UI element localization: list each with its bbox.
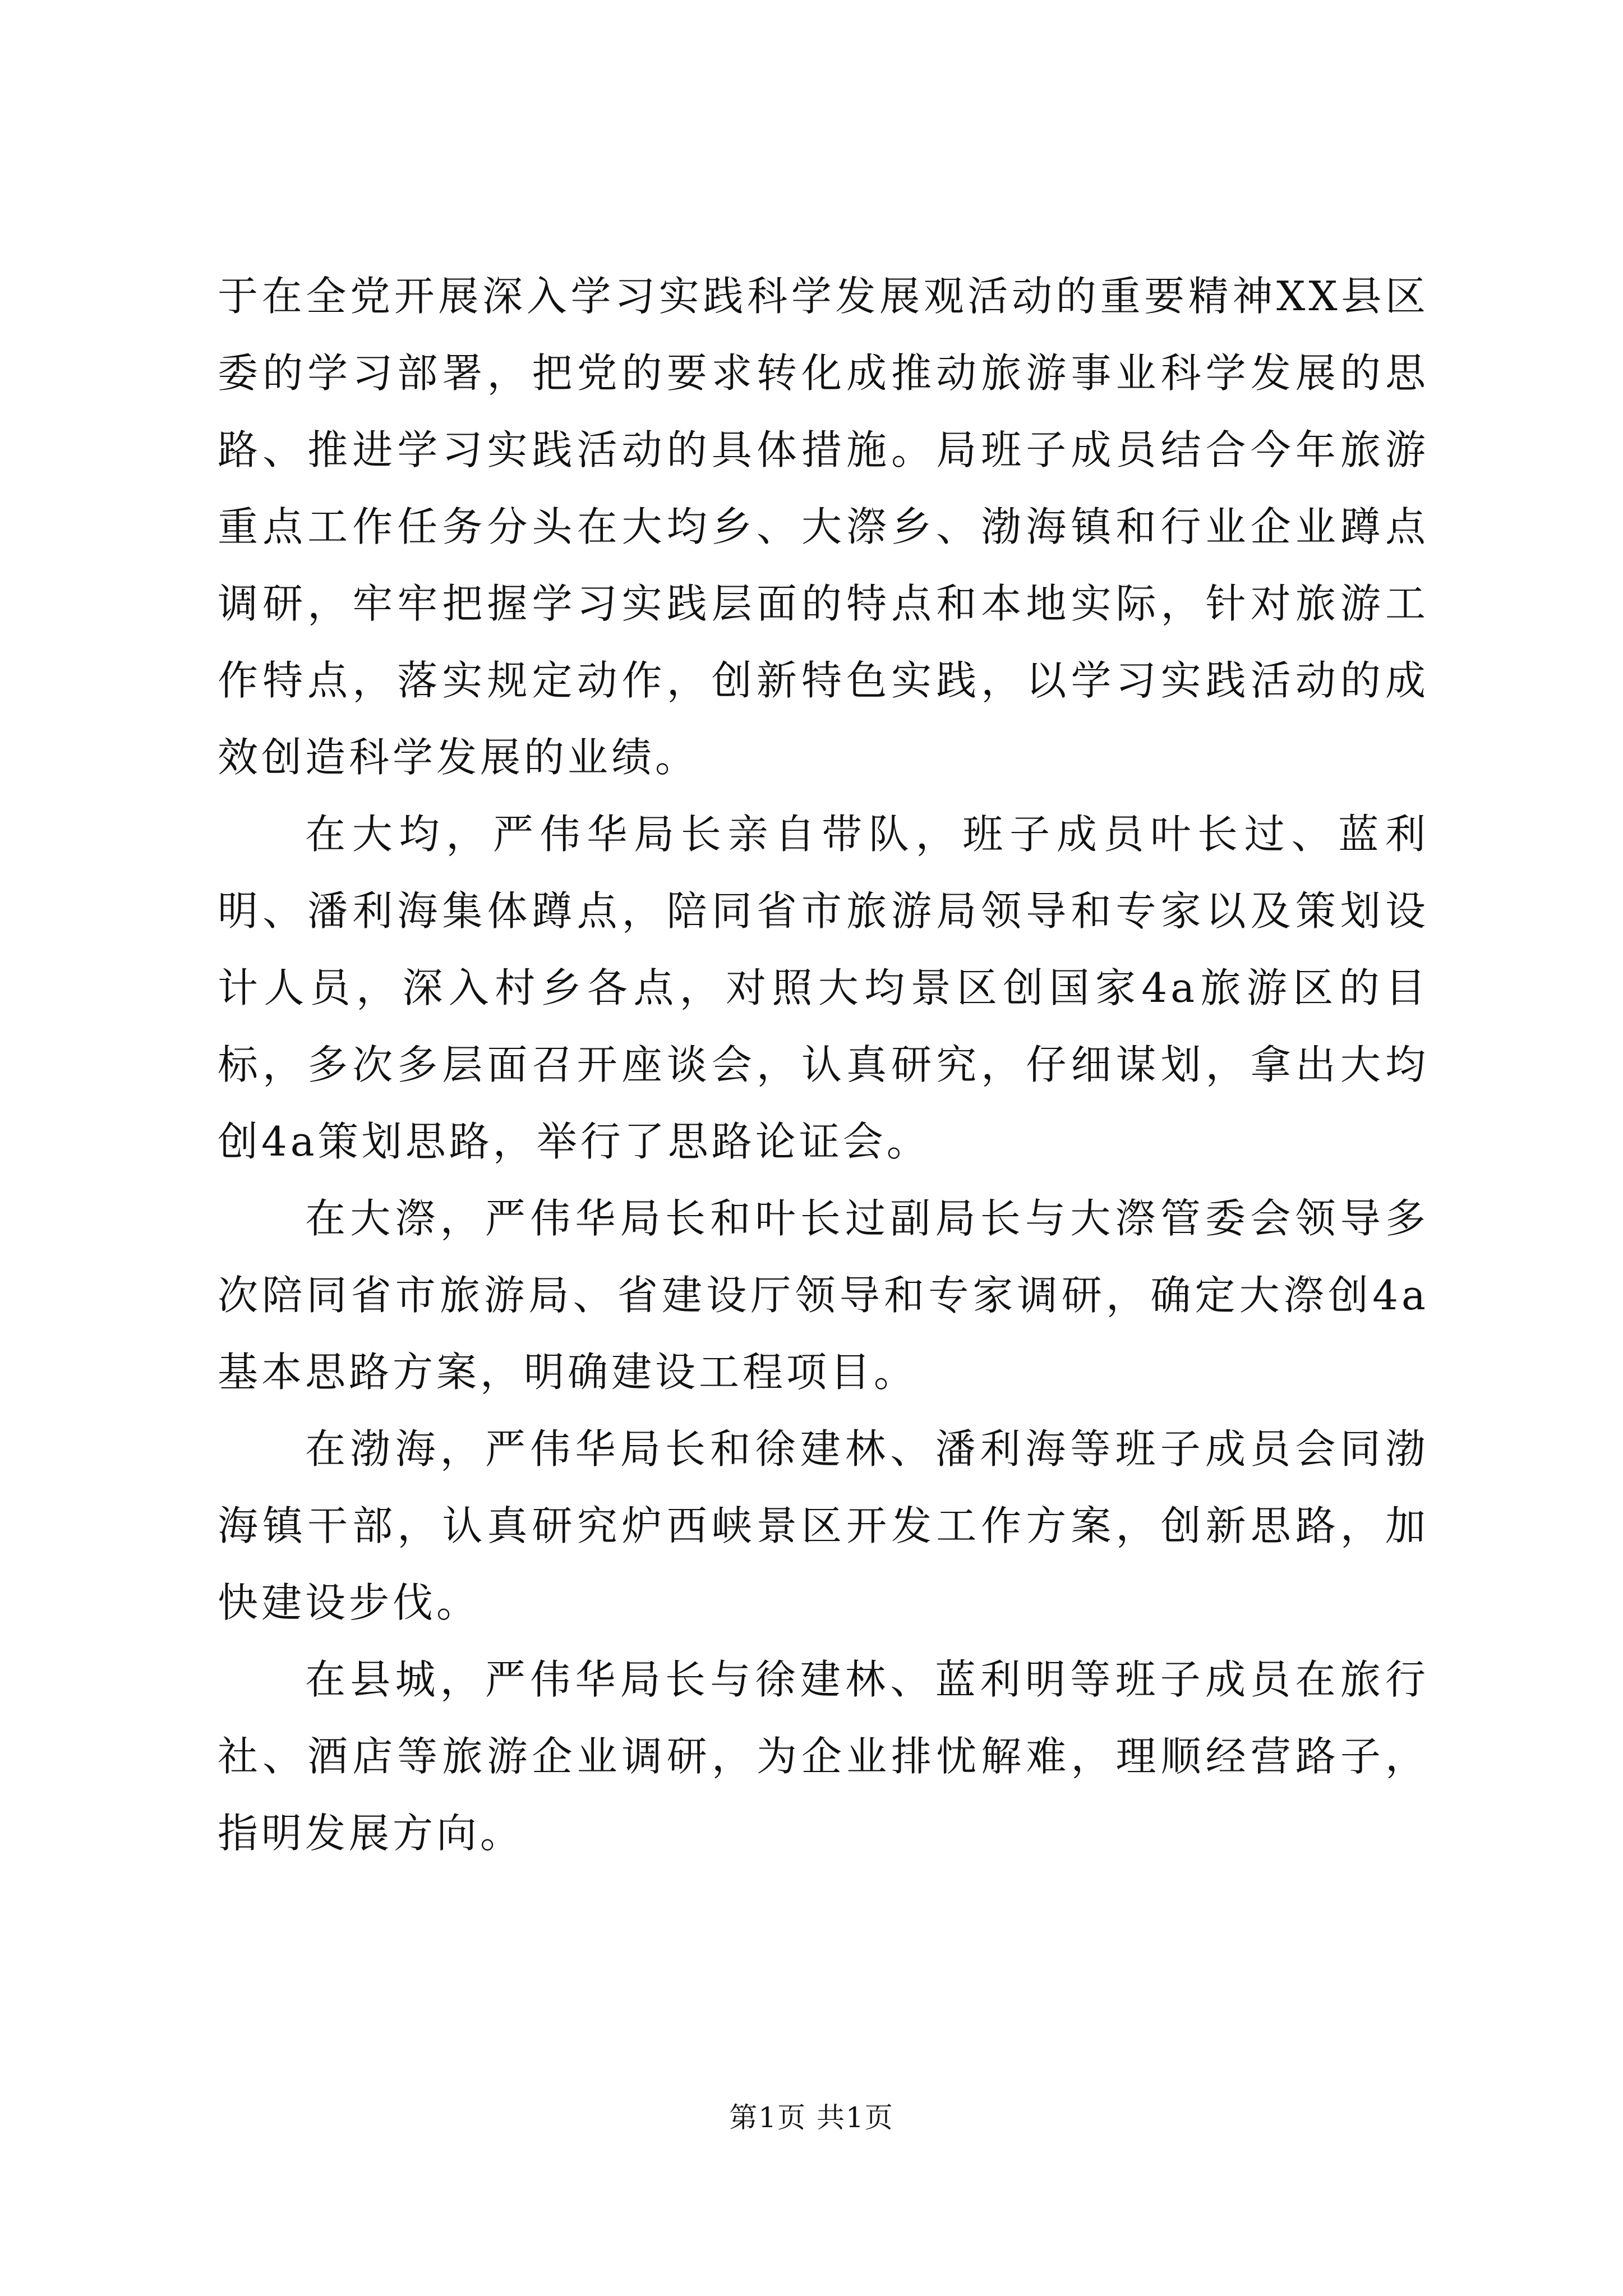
paragraph-county: 在县城，严伟华局长与徐建林、蓝利明等班子成员在旅行社、酒店等旅游企业调研，为企业排忧解难，理顺经营路子，指明发展方向。 — [218, 1656, 1429, 1857]
page-footer: 第1页 共1页 — [729, 2101, 894, 2134]
paragraph-intro: 于在全党开展深入学习实践科学发展观活动的重要精神XX县区委的学习部署，把党的要求转化成推动旅游事业科学发展的思路、推进学习实践活动的具体措施。局班子成员结合今年旅游重点工作任务分头在大均乡、大漈乡、渤海镇和行业企业蹲点调研，牢牢把握学习实践层面的特点和本地实际，针对旅游工作特点，落实规定动作，创新特色实践，以学习实践活动的成效创造科学发展的业绩。 — [218, 273, 1429, 781]
document-body — [218, 258, 1429, 1872]
paragraph-dajun: 在大均，严伟华局长亲自带队，班子成员叶长过、蓝利明、潘利海集体蹲点，陪同省市旅游局领导和专家以及策划设计人员，深入村乡各点，对照大均景区创国家4a旅游区的目标，多次多层面召开座谈会，认真研究，仔细谋划，拿出大均创4a策划思路，举行了思路论证会。 — [218, 811, 1429, 1165]
paragraph-daji: 在大漈，严伟华局长和叶长过副局长与大漈管委会领导多次陪同省市旅游局、省建设厅领导和专家调研，确定大漈创4a基本思路方案，明确建设工程项目。 — [218, 1195, 1429, 1396]
paragraph-bohai: 在渤海，严伟华局长和徐建林、潘利海等班子成员会同渤海镇干部，认真研究炉西峡景区开发工作方案，创新思路，加快建设步伐。 — [218, 1425, 1429, 1626]
